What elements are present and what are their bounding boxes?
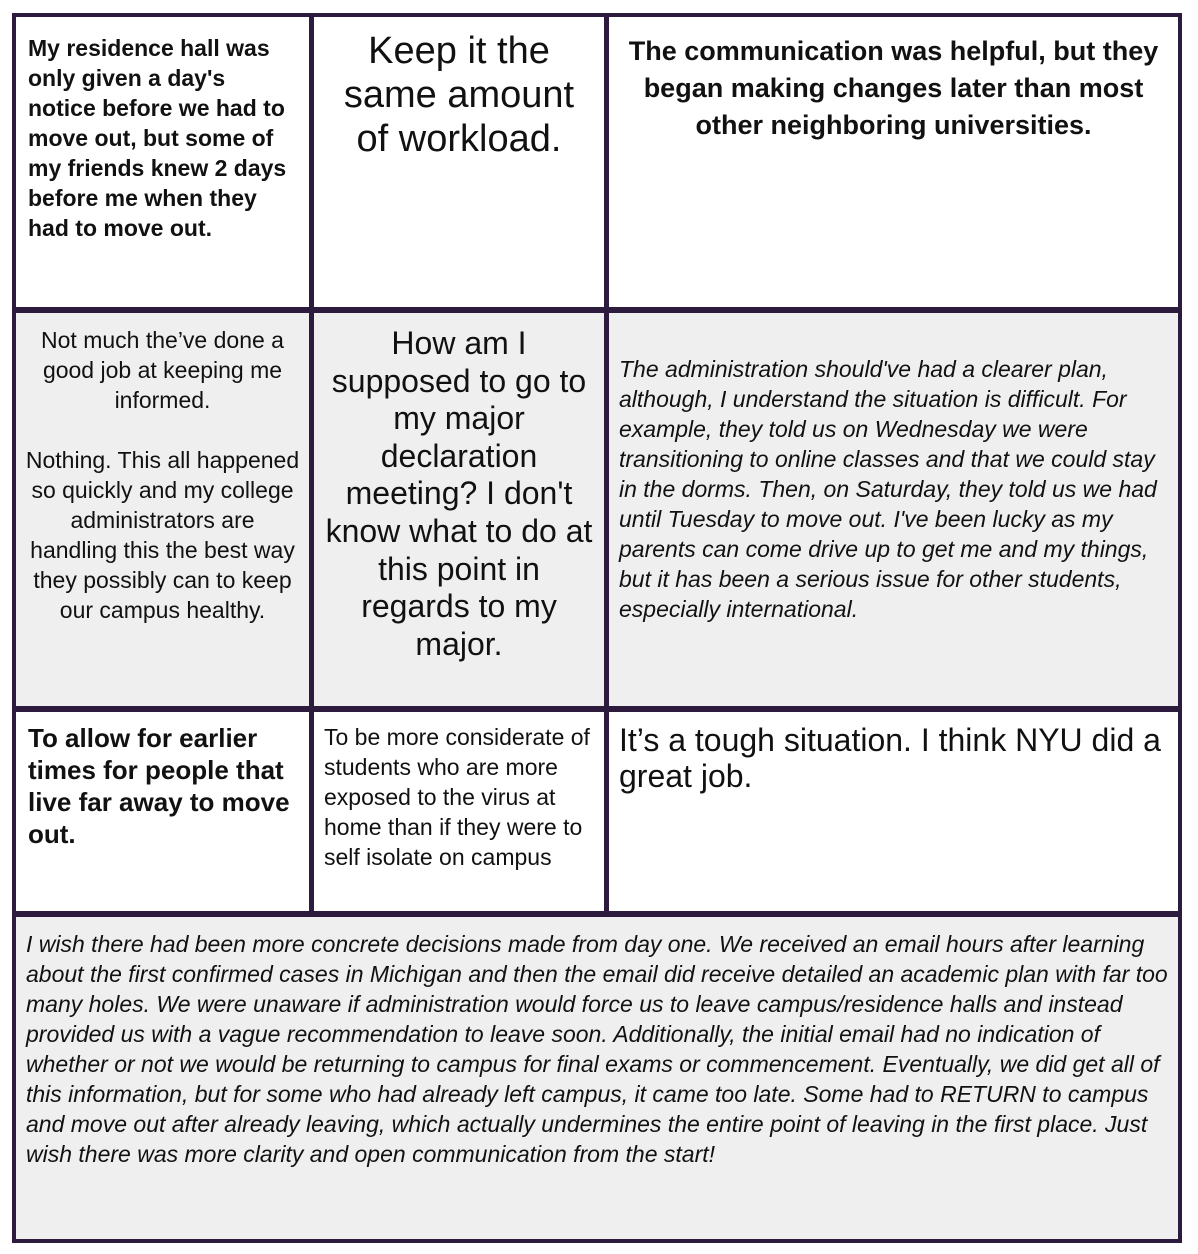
response-text: Keep it the same amount of workload. bbox=[343, 30, 575, 160]
response-cell-r3c2 bbox=[314, 712, 604, 911]
response-text-group bbox=[24, 325, 301, 625]
response-cell-r3c1 bbox=[16, 712, 309, 911]
response-text: It’s a tough situation. I think NYU did a great job. bbox=[619, 722, 1161, 794]
response-cell-r3c3 bbox=[609, 712, 1178, 911]
response-cell-r4c1 bbox=[16, 917, 1178, 1239]
response-cell-r1c1 bbox=[16, 17, 309, 307]
response-text: My residence hall was only given a day's notice before we had to move out, but some of my friends knew 2 days before me when they had to move out. bbox=[28, 35, 287, 241]
response-cell-r2c3 bbox=[609, 313, 1178, 706]
response-text: To allow for earlier times for people that live far away to move out. bbox=[28, 723, 290, 849]
response-cell-r1c2 bbox=[314, 17, 604, 307]
response-text: I wish there had been more concrete decisions made from day one. We received an email hours after learning about the first confirmed cases in Michigan and then the email did receive detailed an academic plan with far too many holes. We were unaware if administration would force us to leave campus/residence halls and instead provided us with a vague recommendation to leave soon. Additionally, the initial email had no indication of whether or not we would be returning to campus for final exams or commencement. Eventually, we did get all of this information, but for some who had already left campus, it came too late. Some had to RETURN to campus and move out after already leaving, which actually undermines the entire point of leaving in the first place. Just wish there was more clarity and open communication from the start! bbox=[26, 931, 1168, 1167]
response-text: How am I supposed to go to my major declaration meeting? I don't know what to do at this point in regards to my major. bbox=[325, 325, 593, 662]
response-text: To be more considerate of students who are more exposed to the virus at home than if they were to self isolate on campus bbox=[324, 724, 590, 870]
response-cell-r2c2 bbox=[314, 313, 604, 706]
response-paragraph: Nothing. This all happened so quickly and my college administrators are handling this the best way they possibly can to keep our campus healthy. bbox=[25, 447, 300, 623]
response-cell-r2c1 bbox=[16, 313, 309, 706]
response-text: The communication was helpful, but they began making changes later than most other neighboring universities. bbox=[628, 36, 1159, 140]
response-paragraph: Not much the’ve done a good job at keeping me informed. bbox=[41, 327, 284, 413]
response-cell-r1c3 bbox=[609, 17, 1178, 307]
responses-table bbox=[12, 13, 1182, 1243]
response-text: The administration should've had a clearer plan, although, I understand the situation is difficult. For example, they told us on Wednesday we were transitioning to online classes and that we could stay in the dorms. Then, on Saturday, they told us we had until Tuesday to move out. I've been lucky as my parents can come drive up to get me and my things, but it has been a serious issue for other students, especially international. bbox=[619, 356, 1157, 622]
